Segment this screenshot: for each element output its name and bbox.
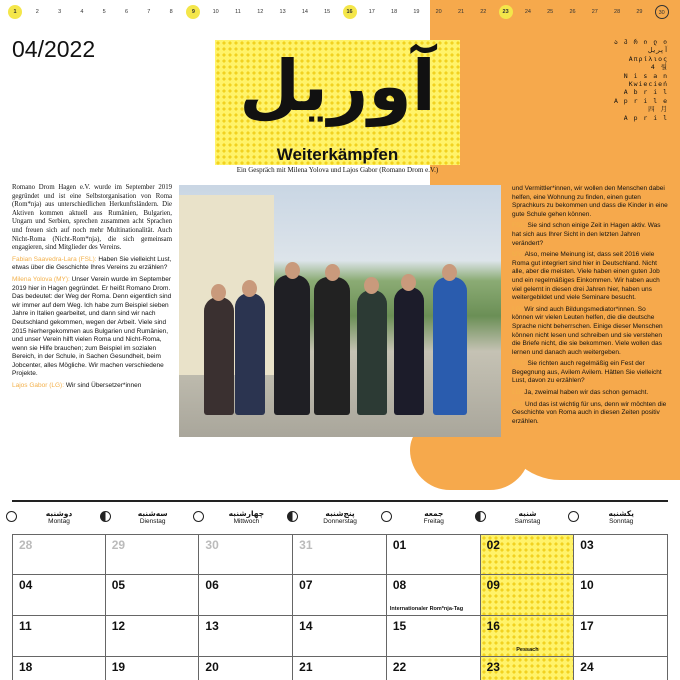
month-title-arabic: آوریل <box>239 45 436 127</box>
day-strip-item: 20 <box>435 9 442 15</box>
calendar-day-cell <box>12 575 106 616</box>
weekday-german: Samstag <box>514 518 541 525</box>
paragraph-text: Und das ist wichtig für uns, denn wir möchten die Geschichte von Roma auch in diesen Zeiten positiv erzählen. <box>512 400 667 425</box>
calendar-day-number: 29 <box>111 538 126 552</box>
calendar-day-cell <box>293 616 387 657</box>
calendar-grid <box>12 534 668 680</box>
day-strip-item: 25 <box>547 9 554 15</box>
calendar-day-number: 16 <box>486 619 500 633</box>
calendar-day-cell <box>12 534 106 575</box>
article-paragraph <box>12 382 172 391</box>
day-strip-item: 24 <box>524 9 531 15</box>
calendar-day-cell <box>199 575 293 616</box>
calendar-day-cell <box>106 575 200 616</box>
weekday-header <box>106 509 200 525</box>
weekday-header <box>293 509 387 525</box>
calendar-day-cell <box>12 616 106 657</box>
paragraph-text: Sie sind schon einige Zeit in Hagen aktiv. Was hat sich aus Ihrer Sicht in den letzten Jahren verändert? <box>512 222 661 247</box>
calendar-day-cell <box>574 616 668 657</box>
day-strip-item: 3 <box>58 9 62 15</box>
day-strip-item: 1 <box>8 5 22 19</box>
day-strip-item: 16 <box>343 5 357 19</box>
day-strip-item: 17 <box>368 9 375 15</box>
day-strip-item: 21 <box>457 9 465 15</box>
day-strip-item: 27 <box>591 9 598 15</box>
paragraph-text: Also, meine Meinung ist, dass seit 2016 viele Roma gut integriert sind hier in Deutschland. Nicht alle, aber die meisten. Viele haben einen guten Job und ein regelmäßiges Einkommen. Wir haben auch viel gelernt in diesen drei Jahren hier, haben uns weitergebildet und viele Seminare besucht. <box>512 251 660 302</box>
calendar-day-cell <box>481 657 575 680</box>
calendar-day-number: 10 <box>580 578 594 592</box>
article-byline: Ein Gespräch mit Milena Yolova und Lajos Gabor (Romano Drom e.V.) <box>236 166 439 174</box>
translation-line: 四 月 <box>648 105 668 114</box>
weekday-header <box>199 509 293 525</box>
photo-head <box>242 280 257 297</box>
calendar-day-cell <box>387 575 481 616</box>
weekday-german: Donnerstag <box>323 518 357 525</box>
weekday-header <box>574 509 668 525</box>
calendar-day-cell <box>199 534 293 575</box>
calendar-day-number: 07 <box>299 578 313 592</box>
calendar-day-cell <box>481 575 575 616</box>
photo-head <box>211 284 226 301</box>
weekday-arabic: سه‌شنبه <box>137 509 168 518</box>
day-strip-item: 23 <box>499 5 513 19</box>
translation-line: 4 월 <box>650 63 668 72</box>
calendar-day-cell <box>293 657 387 680</box>
day-strip-item: 7 <box>147 9 151 15</box>
calendar-day-cell <box>387 616 481 657</box>
weekday-arabic: چهارشنبه <box>228 509 265 518</box>
calendar-day-number: 03 <box>580 538 594 552</box>
photo-person <box>314 277 350 415</box>
calendar-day-number: 22 <box>392 660 407 674</box>
calendar-day-number: 05 <box>111 578 126 592</box>
calendar-day-cell <box>481 534 575 575</box>
day-strip-item: 28 <box>614 9 621 15</box>
calendar-day-number: 02 <box>486 538 500 552</box>
paragraph-text: Sie richten auch regelmäßig ein Fest der Begegnung aus, Avilem Avilem. Hätten Sie vielleicht Lust, davon zu erzählen? <box>512 360 662 385</box>
article-left-column <box>12 184 172 394</box>
weekday-german: Mittwoch <box>233 518 260 525</box>
day-strip-item: 4 <box>80 9 84 15</box>
photo-person <box>235 293 265 415</box>
speaker-label: Lajos Gabor (LG): <box>12 382 65 390</box>
speaker-label: FSL: <box>512 360 526 368</box>
photo-person <box>274 275 310 415</box>
translation-line: Απρίλιος <box>628 54 668 63</box>
calendar-day-number: 24 <box>580 660 594 674</box>
weekday-header <box>387 509 481 525</box>
article-paragraph <box>12 276 172 379</box>
day-strip-item: 6 <box>124 9 129 15</box>
speaker-label: LG: <box>512 305 523 313</box>
translation-line: A p r i l e <box>613 96 668 105</box>
article-paragraph <box>512 251 668 303</box>
calendar-day-number: 23 <box>486 660 500 674</box>
weekday-german: Freitag <box>423 518 444 525</box>
photo-head <box>401 274 416 291</box>
article-paragraph <box>512 360 668 386</box>
calendar-day-cell <box>387 657 481 680</box>
calendar-day-cell <box>574 575 668 616</box>
article-paragraph <box>512 401 668 427</box>
day-strip-item: 22 <box>480 9 487 15</box>
day-strip-item: 10 <box>212 9 219 15</box>
photo-person <box>357 290 387 415</box>
day-strip-item: 15 <box>324 9 331 15</box>
month-translations <box>608 38 668 122</box>
translation-line: A b r i l <box>623 88 668 97</box>
calendar-day-number: 15 <box>392 619 407 633</box>
weekday-german: Montag <box>48 518 70 525</box>
calendar-day-number: 06 <box>205 578 219 592</box>
calendar-day-number: 28 <box>19 538 33 552</box>
translation-line: Kwiecień <box>628 80 668 89</box>
calendar-event: Pessach <box>516 647 539 653</box>
paragraph-text: Haben Sie vielleicht Lust, etwas über die Geschichte Ihres Vereins zu erzählen? <box>12 255 172 272</box>
month-number: 04/2022 <box>12 36 96 62</box>
calendar-day-cell <box>293 534 387 575</box>
paragraph-text: Unser Verein wurde im September 2019 hier in Hagen gegründet. Er heißt Romano Drom. Das bedeutet: der Weg der Roma. Denn eigentlich sind wir immer auf dem Weg. Ich habe zum Beispiel sieben Jahre in Italien gearbeitet, und dann sind wir nach Deutschland gekommen, wegen der Arbeit. Viele sind 2015 hierhergekommen aus Bulgarien und Rumänien, und unser Verein hilft vielen Roma und Nicht-Roma, wenn sie Hilfe brauchen; zum Beispiel im sozialen Bereich, in der Schule, in Sachen Gesundheit, beim Jobcenter, alles Mögliche. Wir machen verschiedene Projekte. <box>12 275 172 378</box>
calendar-day-number: 21 <box>299 660 313 674</box>
article-paragraph <box>512 306 668 358</box>
translation-line: N i s a n <box>623 71 668 80</box>
speaker-label: FSL: <box>512 222 526 230</box>
weekday-german: Dienstag <box>139 518 166 525</box>
calendar-day-cell <box>199 657 293 680</box>
weekday-arabic: شنبه <box>518 509 537 518</box>
photo-person <box>204 297 234 415</box>
calendar-day-cell <box>574 657 668 680</box>
group-photo <box>179 185 501 437</box>
translation-line: A p r i l <box>623 113 668 122</box>
day-strip-item: 18 <box>391 9 398 15</box>
weekday-arabic: دوشنبه <box>45 509 73 518</box>
translation-line: ა პ რ ი ლ ი <box>613 38 668 46</box>
weekday-header <box>12 509 106 525</box>
weekday-german: Sonntag <box>609 518 634 525</box>
calendar-day-number: 17 <box>580 619 594 633</box>
calendar-day-cell <box>293 575 387 616</box>
day-strip-item: 19 <box>413 9 420 15</box>
day-strip-item: 9 <box>186 5 200 19</box>
day-strip <box>0 4 680 20</box>
paragraph-text: Ja, zweimal haben wir das schon gemacht. <box>524 389 649 397</box>
day-strip-item: 29 <box>636 9 643 15</box>
weekday-header <box>481 509 575 525</box>
article-paragraph: und Vermittler*innen, wir wollen den Menschen dabei helfen, eine Wohnung zu finden, einen guten Sprachkurs zu bekommen und dass die Kinder in eine gute Schule gehen können. <box>512 185 668 218</box>
day-strip-item: 26 <box>569 9 576 15</box>
day-strip-item: 12 <box>257 9 264 15</box>
calendar-day-cell <box>481 616 575 657</box>
weekday-arabic: یکشنبه <box>608 509 634 518</box>
photo-head <box>442 264 457 281</box>
photo-person <box>433 277 467 415</box>
calendar-day-cell <box>106 616 200 657</box>
photo-head <box>364 277 379 294</box>
speaker-label: LG: <box>512 389 523 397</box>
day-strip-item: 30 <box>655 5 669 19</box>
day-strip-item: 8 <box>169 9 173 15</box>
day-strip-item: 5 <box>102 9 106 15</box>
calendar-day-cell <box>106 657 200 680</box>
article-title: Weiterkämpfen <box>276 145 399 164</box>
calendar-day-number: 08 <box>392 578 407 592</box>
photo-head <box>285 262 300 279</box>
article-paragraph <box>512 222 668 248</box>
calendar-day-number: 18 <box>19 660 33 674</box>
calendar-day-cell <box>387 534 481 575</box>
photo-head <box>325 264 340 281</box>
paragraph-text: Wir sind Übersetzer*innen <box>65 382 142 390</box>
calendar-day-cell <box>574 534 668 575</box>
weekday-arabic: پنج‌شنبه <box>325 509 355 518</box>
calendar-day-number: 14 <box>299 619 313 633</box>
calendar-divider <box>12 500 668 502</box>
calendar-day-cell <box>12 657 106 680</box>
day-strip-item: 13 <box>279 9 286 15</box>
calendar-day-number: 20 <box>205 660 219 674</box>
speaker-label: Fabian Saavedra-Lara (FSL): <box>12 255 97 263</box>
calendar-day-number: 30 <box>205 538 219 552</box>
calendar-day-number: 13 <box>205 619 219 633</box>
day-strip-item: 11 <box>235 9 241 15</box>
calendar-day-number: 01 <box>392 538 407 552</box>
calendar-day-number: 04 <box>19 578 33 592</box>
article-right-column <box>512 185 668 429</box>
speaker-label: MY: <box>512 251 524 259</box>
calendar-day-number: 11 <box>19 619 32 633</box>
calendar-day-number: 12 <box>111 619 126 633</box>
weekday-arabic: جمعه <box>424 509 444 518</box>
paragraph-text: Wir sind auch Bildungsmediator*innen. So können wir vielen Leuten helfen, die die deutsche Sprache nicht beherrschen. Einige dieser Menschen können nicht lesen und schreiben und sie verstehen die Briefe nicht, die sie bekommen. Viele wollen das lernen und danach auch weitergeben. <box>512 305 663 356</box>
article-paragraph <box>12 256 172 273</box>
speaker-label: MY: <box>512 400 524 408</box>
article-intro: Romano Drom Hagen e.V. wurde im September 2019 gegründet und ist eine Selbstorganisation von Roma (Rom*nja) aus unterschiedlichen Herkunftsländern. Die Aktiven kommen aktuell aus Rumänien, Bulgarien, Ungarn und Serbien, sprechen zusammen acht Sprachen und freuen sich auf noch mehr Multinationalität. Auch Nicht-Roma (Nicht-Rom*nja), die sich gemeinsam engagieren, sind Mitglieder des Vereins. <box>12 184 172 252</box>
calendar-day-cell <box>106 534 200 575</box>
calendar-day-cell <box>199 616 293 657</box>
day-strip-item: 14 <box>301 9 308 15</box>
photo-person <box>394 287 424 415</box>
day-strip-item: 2 <box>35 9 39 15</box>
calendar-day-number: 09 <box>486 578 500 592</box>
calendar-day-number: 31 <box>299 538 313 552</box>
article-paragraph <box>512 389 668 398</box>
translation-line: آپریل <box>648 46 668 55</box>
calendar-day-number: 19 <box>111 660 126 674</box>
calendar-event: Internationaler Rom*nja-Tag <box>389 606 464 612</box>
speaker-label: Milena Yolova (MY): <box>12 275 70 283</box>
